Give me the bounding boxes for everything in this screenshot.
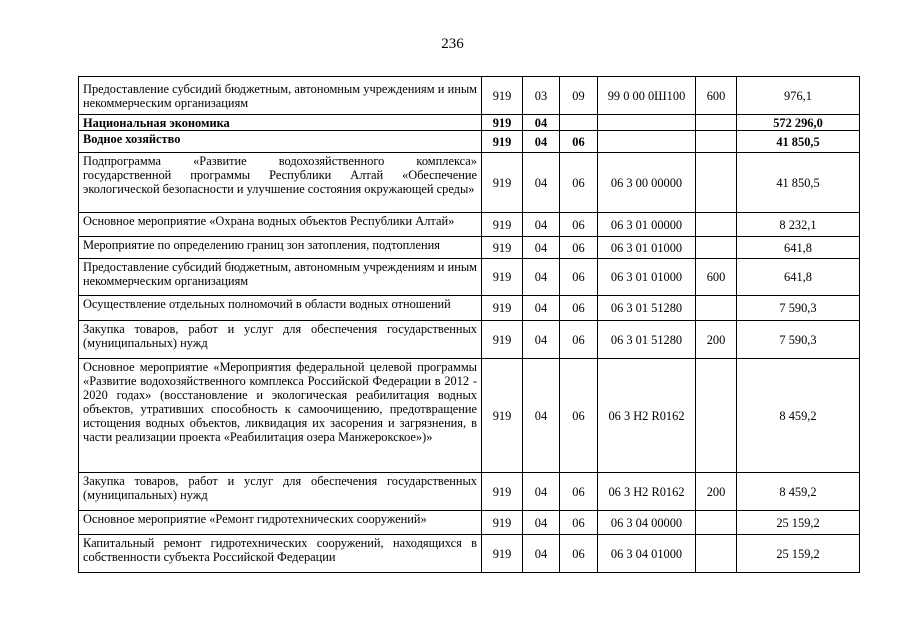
section-code: 04 xyxy=(523,359,560,473)
expense-type-code xyxy=(696,131,737,153)
target-article-code: 06 3 01 00000 xyxy=(598,213,696,237)
ministry-code: 919 xyxy=(482,115,523,131)
row-description: Мероприятие по определению границ зон затопления, подтопления xyxy=(79,237,482,259)
row-description: Основное мероприятие «Мероприятия федеральной целевой программы «Развитие водохозяйственного комплекса Российской Федерации в 2012 - 2020 годах» (восстановление и экологическая реабилитация водных объектов, утративших способность к самоочищению, предотвращение истощения водных объектов, ликвидация их засорения и загрязнения, в части реализации проекта «Реабилитация озера Манжерокское»)» xyxy=(79,359,482,473)
target-article-code: 06 3 01 01000 xyxy=(598,259,696,296)
subsection-code: 06 xyxy=(560,359,598,473)
row-description: Закупка товаров, работ и услуг для обеспечения государственных (муниципальных) нужд xyxy=(79,321,482,359)
expense-type-code xyxy=(696,115,737,131)
table-row xyxy=(79,237,860,259)
expense-type-code xyxy=(696,213,737,237)
ministry-code: 919 xyxy=(482,259,523,296)
section-code: 04 xyxy=(523,213,560,237)
target-article-code: 06 3 04 01000 xyxy=(598,535,696,573)
section-code: 04 xyxy=(523,511,560,535)
ministry-code: 919 xyxy=(482,535,523,573)
row-description: Предоставление субсидий бюджетным, автономным учреждениям и иным некоммерческим организациям xyxy=(79,77,482,115)
amount: 7 590,3 xyxy=(737,296,860,321)
expense-type-code xyxy=(696,359,737,473)
subsection-code: 06 xyxy=(560,321,598,359)
row-description: Осуществление отдельных полномочий в области водных отношений xyxy=(79,296,482,321)
target-article-code: 99 0 00 0Ш100 xyxy=(598,77,696,115)
table-row xyxy=(79,296,860,321)
amount: 8 232,1 xyxy=(737,213,860,237)
table-row xyxy=(79,213,860,237)
amount: 572 296,0 xyxy=(737,115,860,131)
target-article-code: 06 3 01 01000 xyxy=(598,237,696,259)
subsection-code: 09 xyxy=(560,77,598,115)
table-row xyxy=(79,153,860,213)
amount: 8 459,2 xyxy=(737,473,860,511)
section-code: 04 xyxy=(523,153,560,213)
table-row xyxy=(79,77,860,115)
table-row xyxy=(79,511,860,535)
subsection-code xyxy=(560,115,598,131)
target-article-code: 06 3 Н2 R0162 xyxy=(598,359,696,473)
section-code: 04 xyxy=(523,296,560,321)
expense-type-code xyxy=(696,153,737,213)
amount: 976,1 xyxy=(737,77,860,115)
expense-type-code: 200 xyxy=(696,321,737,359)
section-code: 04 xyxy=(523,115,560,131)
table-row xyxy=(79,115,860,131)
subsection-code: 06 xyxy=(560,131,598,153)
amount: 25 159,2 xyxy=(737,511,860,535)
amount: 25 159,2 xyxy=(737,535,860,573)
expense-type-code: 200 xyxy=(696,473,737,511)
table-row xyxy=(79,131,860,153)
section-code: 04 xyxy=(523,473,560,511)
table-row xyxy=(79,259,860,296)
subsection-code: 06 xyxy=(560,259,598,296)
row-description: Основное мероприятие «Ремонт гидротехнических сооружений» xyxy=(79,511,482,535)
expense-type-code xyxy=(696,237,737,259)
amount: 641,8 xyxy=(737,237,860,259)
expense-type-code xyxy=(696,296,737,321)
subsection-code: 06 xyxy=(560,473,598,511)
amount: 8 459,2 xyxy=(737,359,860,473)
subsection-code: 06 xyxy=(560,535,598,573)
expense-type-code: 600 xyxy=(696,259,737,296)
target-article-code xyxy=(598,115,696,131)
budget-table xyxy=(78,76,860,573)
expense-type-code: 600 xyxy=(696,77,737,115)
table-row xyxy=(79,473,860,511)
amount: 7 590,3 xyxy=(737,321,860,359)
row-description: Предоставление субсидий бюджетным, автономным учреждениям и иным некоммерческим организациям xyxy=(79,259,482,296)
section-code: 03 xyxy=(523,77,560,115)
target-article-code: 06 3 Н2 R0162 xyxy=(598,473,696,511)
ministry-code: 919 xyxy=(482,296,523,321)
section-code: 04 xyxy=(523,259,560,296)
ministry-code: 919 xyxy=(482,237,523,259)
ministry-code: 919 xyxy=(482,511,523,535)
section-code: 04 xyxy=(523,321,560,359)
subsection-code: 06 xyxy=(560,511,598,535)
table-row xyxy=(79,535,860,573)
target-article-code: 06 3 01 51280 xyxy=(598,296,696,321)
subsection-code: 06 xyxy=(560,237,598,259)
row-description: Капитальный ремонт гидротехнических сооружений, находящихся в собственности субъекта Российской Федерации xyxy=(79,535,482,573)
section-code: 04 xyxy=(523,237,560,259)
ministry-code: 919 xyxy=(482,359,523,473)
ministry-code: 919 xyxy=(482,473,523,511)
row-description: Основное мероприятие «Охрана водных объектов Республики Алтай» xyxy=(79,213,482,237)
row-description: Закупка товаров, работ и услуг для обеспечения государственных (муниципальных) нужд xyxy=(79,473,482,511)
target-article-code: 06 3 04 00000 xyxy=(598,511,696,535)
target-article-code: 06 3 01 51280 xyxy=(598,321,696,359)
amount: 41 850,5 xyxy=(737,131,860,153)
target-article-code: 06 3 00 00000 xyxy=(598,153,696,213)
page-number: 236 xyxy=(441,36,464,52)
amount: 641,8 xyxy=(737,259,860,296)
ministry-code: 919 xyxy=(482,131,523,153)
table-row xyxy=(79,359,860,473)
row-description: Водное хозяйство xyxy=(79,131,482,153)
amount: 41 850,5 xyxy=(737,153,860,213)
subsection-code: 06 xyxy=(560,213,598,237)
expense-type-code xyxy=(696,511,737,535)
section-code: 04 xyxy=(523,131,560,153)
ministry-code: 919 xyxy=(482,213,523,237)
expense-type-code xyxy=(696,535,737,573)
ministry-code: 919 xyxy=(482,77,523,115)
subsection-code: 06 xyxy=(560,153,598,213)
row-description: Национальная экономика xyxy=(79,115,482,131)
target-article-code xyxy=(598,131,696,153)
ministry-code: 919 xyxy=(482,321,523,359)
ministry-code: 919 xyxy=(482,153,523,213)
row-description: Подпрограмма «Развитие водохозяйственного комплекса» государственной программы Республики Алтай «Обеспечение экологической безопасности и улучшение состояния окружающей среды» xyxy=(79,153,482,213)
table-row xyxy=(79,321,860,359)
section-code: 04 xyxy=(523,535,560,573)
subsection-code: 06 xyxy=(560,296,598,321)
